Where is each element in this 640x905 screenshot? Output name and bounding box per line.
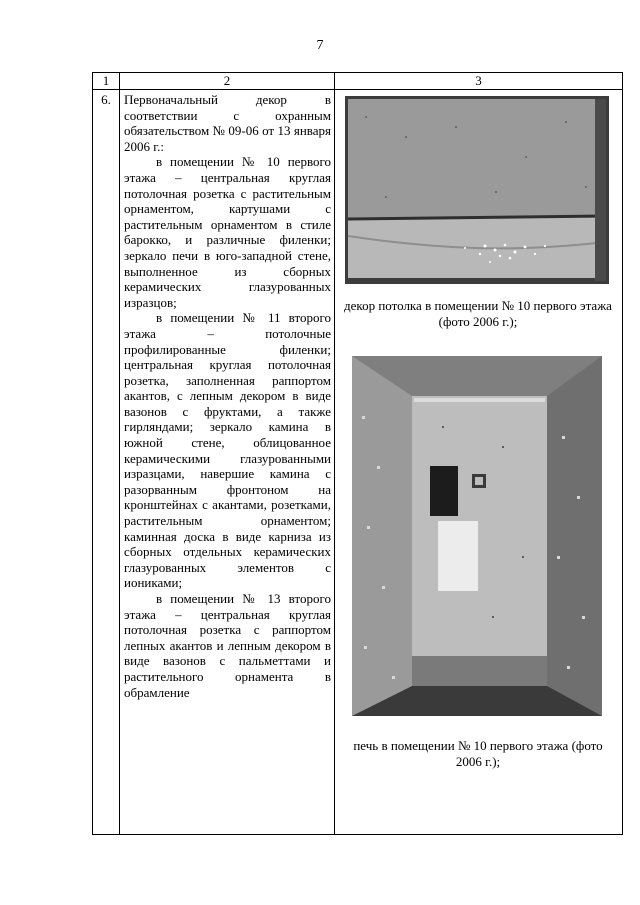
photo-column bbox=[335, 90, 623, 835]
header-col-2: 2 bbox=[120, 73, 335, 90]
caption-ceiling-photo: декор потолка в помещении № 10 первого этажа (фото 2006 г.); bbox=[344, 298, 612, 329]
caption-stove-photo: печь в помещении № 10 первого этажа (фото 2006 г.); bbox=[353, 738, 603, 769]
header-col-3: 3 bbox=[335, 73, 623, 90]
decor-description bbox=[120, 90, 335, 835]
monument-table bbox=[92, 72, 623, 835]
ceiling-decor-photo bbox=[345, 96, 609, 284]
description-room-11: в помещении № 11 второго этажа – потолочные профилированные филенки; центральная круглая потолочная розетка, заполненная раппортом акантов, с лепным декором в виде вазонов с фруктами, а также гирляндами; зеркало камина в южной стене, облицованное керамическими глазурованными изразцами, навершие камина с разорванным фронтоном на кронштейнах с акантами, розетками, растительным орнаментом; каминная доска в виде карниза из сборных отдельных керамических глазурованных элементов с иониками; bbox=[124, 310, 331, 591]
table-row bbox=[93, 90, 623, 835]
description-intro: Первоначальный декор в соответствии с охранным обязательством № 09-06 от 13 января 2006 г.: bbox=[124, 92, 331, 154]
table-header-row bbox=[93, 73, 623, 90]
page-number: 7 bbox=[316, 38, 324, 53]
description-room-10: в помещении № 10 первого этажа – центральная круглая потолочная розетка с растительным орнаментом, картушами с растительным орнаментом в стиле барокко, и различные филенки; зеркало печи в юго-западной стене, выполненное из сборных керамических глазурованных изразцов; bbox=[124, 154, 331, 310]
stove-photo bbox=[352, 356, 602, 716]
header-col-1: 1 bbox=[93, 73, 120, 90]
row-number: 6. bbox=[93, 90, 120, 835]
description-room-13: в помещении № 13 второго этажа – центральная круглая потолочная розетка с раппортом лепных акантов и лепным декором в виде вазонов с пальметтами и растительного орнамента в обрамление bbox=[124, 591, 331, 700]
